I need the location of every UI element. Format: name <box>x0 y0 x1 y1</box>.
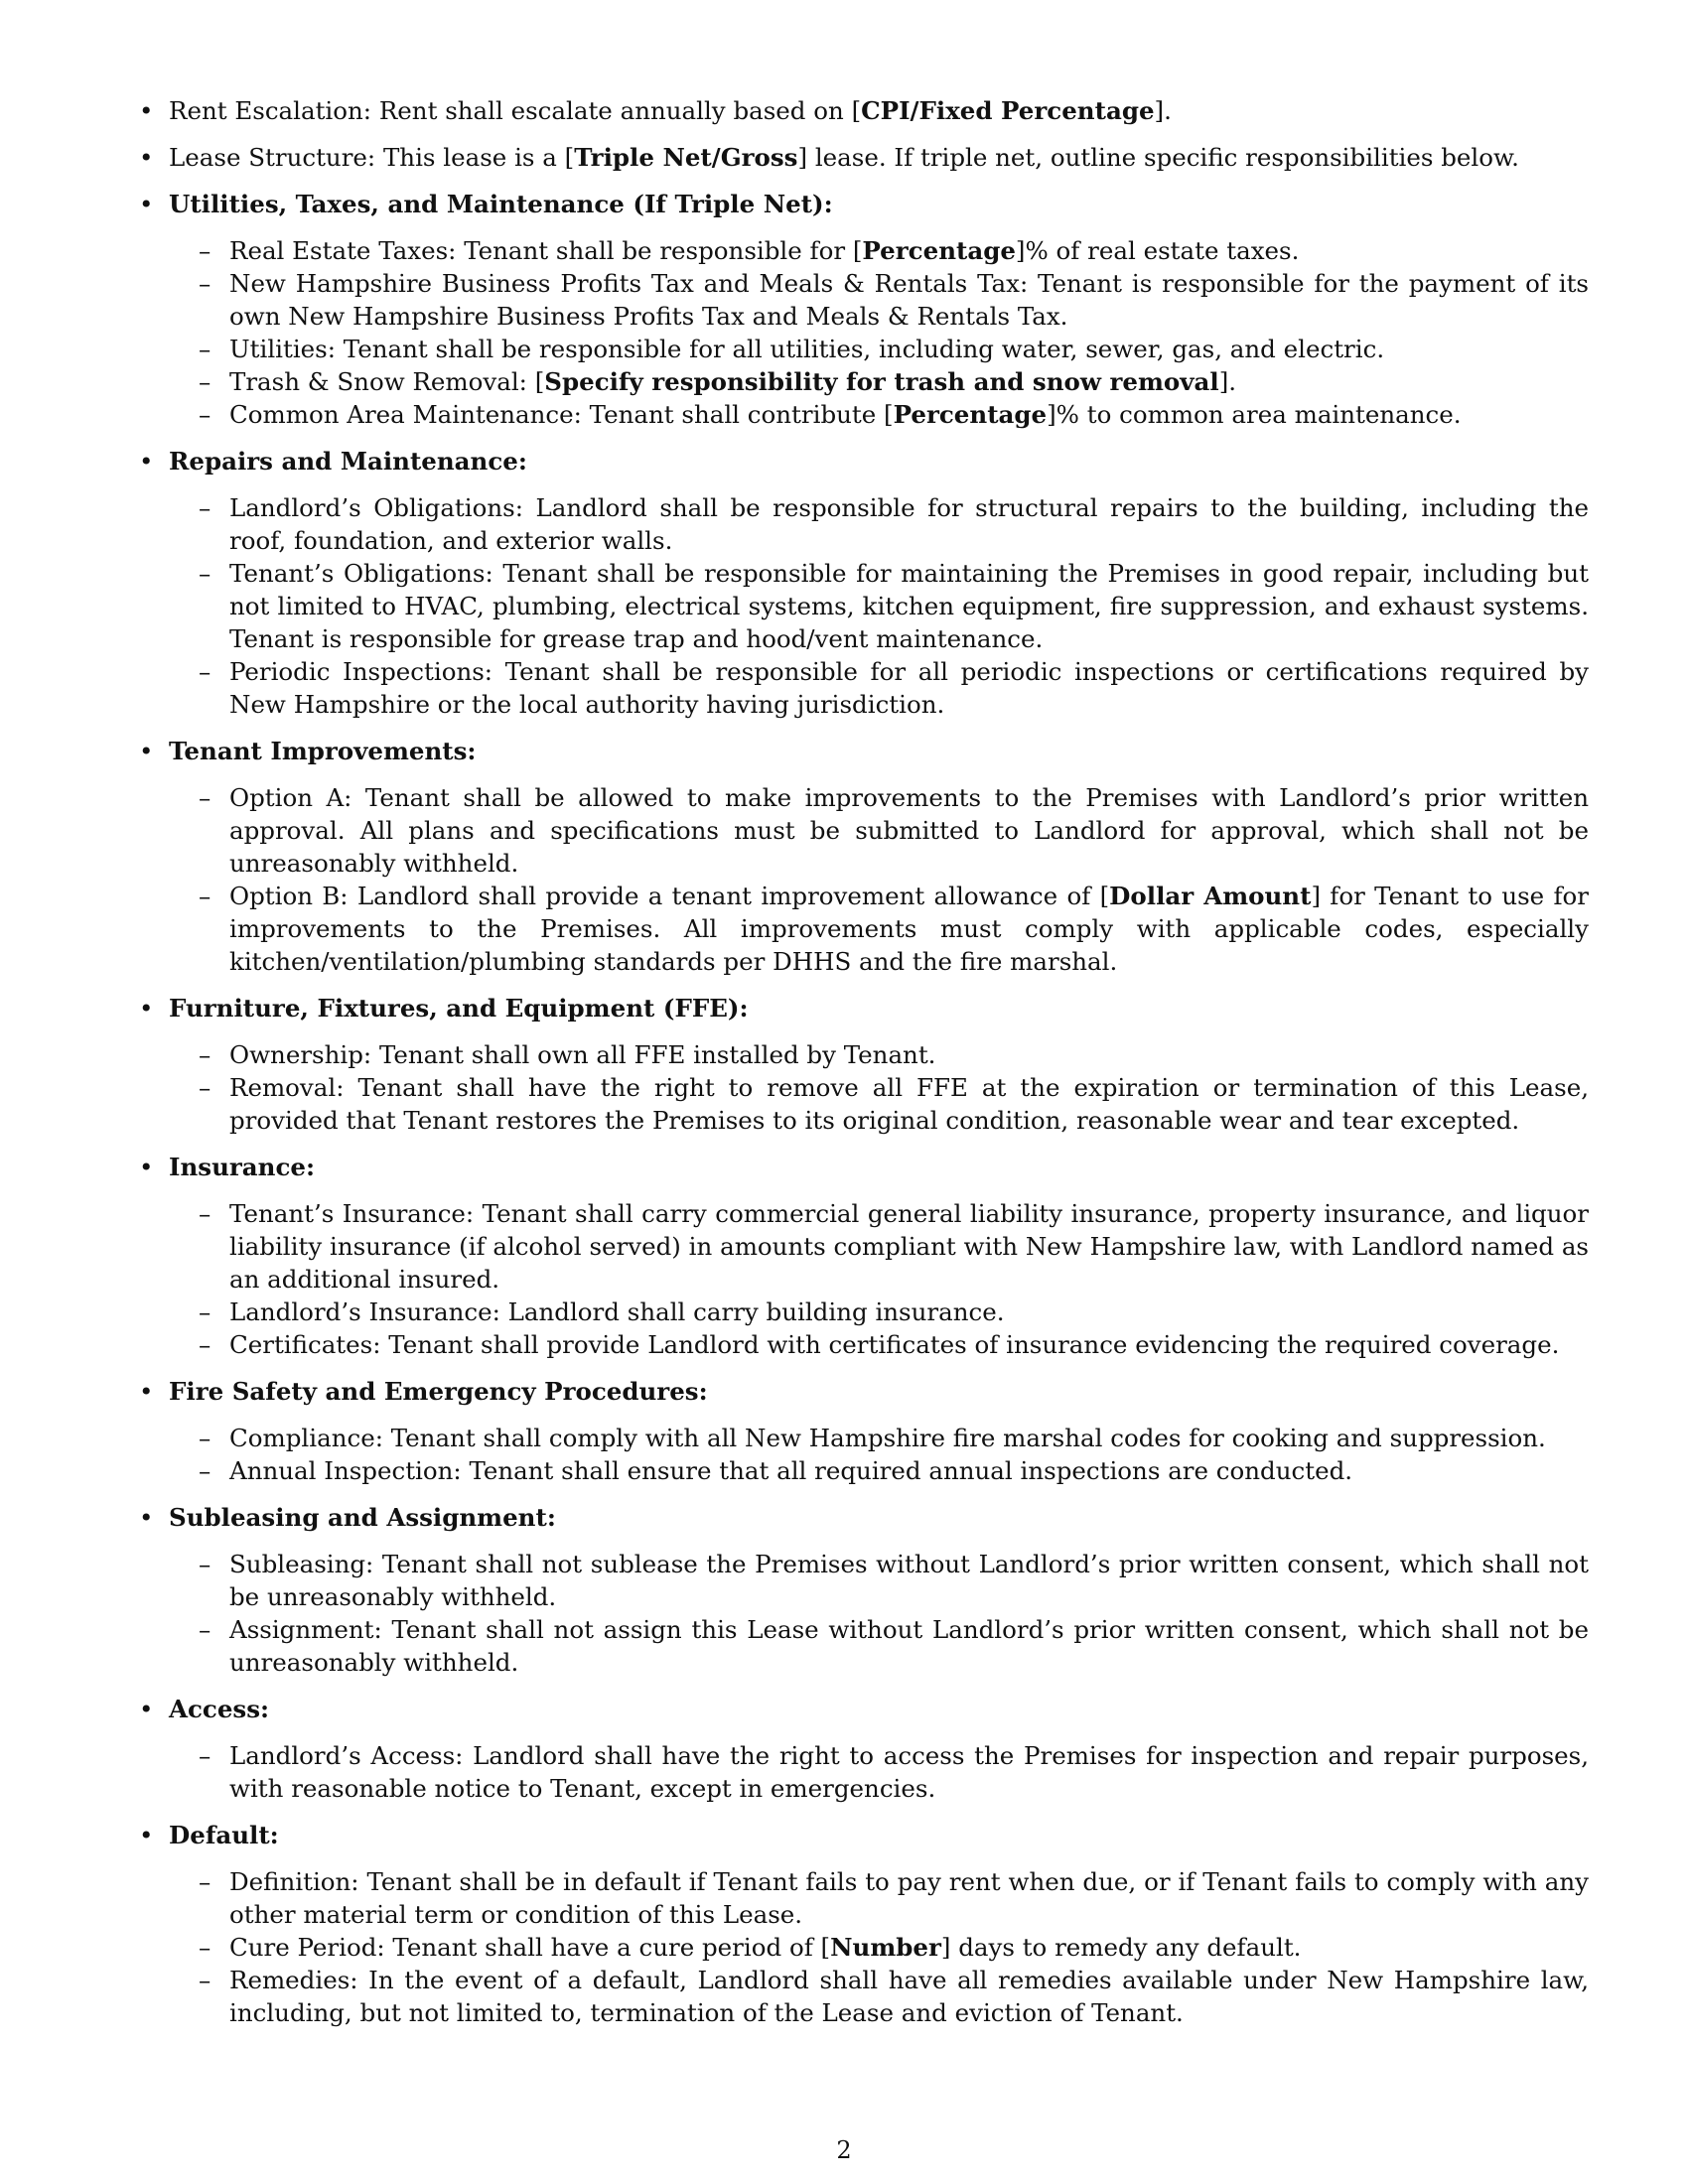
placeholder-dollar-amount: Dollar Amount <box>1109 882 1312 910</box>
subleasing-item: – Subleasing: Tenant shall not sublease the Premises without Landlord’s prior written consent, which shall not be unreasonably withheld. <box>169 1548 1589 1613</box>
periodic-inspections-item: – Periodic Inspections: Tenant shall be responsible for all periodic inspections or certifications required by New Hampshire or the local authority having jurisdiction. <box>169 655 1589 721</box>
placeholder-trash-snow: Specify responsibility for trash and snow removal <box>544 367 1219 396</box>
utilities-section <box>139 188 1589 431</box>
definition-item: – Definition: Tenant shall be in default if Tenant fails to pay rent when due, or if Tenant fails to comply with any other material term or condition of this Lease. <box>169 1865 1589 1931</box>
document-page <box>139 94 1589 2043</box>
certificates-item: – Certificates: Tenant shall provide Landlord with certificates of insurance evidencing the required coverage. <box>169 1328 1589 1361</box>
section-title-improvements: Tenant Improvements: <box>169 737 477 765</box>
placeholder-number: Number <box>830 1933 941 1962</box>
insurance-sublist <box>169 1197 1589 1361</box>
tenant-insurance-item: – Tenant’s Insurance: Tenant shall carry commercial general liability insurance, property insurance, and liquor liability insurance (if alcohol served) in amounts compliant with New Hampshire law, with Landlord named as an additional insured. <box>169 1197 1589 1296</box>
access-sublist <box>169 1739 1589 1805</box>
utilities-sublist <box>169 234 1589 431</box>
access-section <box>139 1693 1589 1805</box>
tenant-obligations-item: – Tenant’s Obligations: Tenant shall be responsible for maintaining the Premises in good repair, including but not limited to HVAC, plumbing, electrical systems, kitchen equipment, fire suppression, and exhaust systems. Tenant is responsible for grease trap and hood/vent maintenance. <box>169 557 1589 655</box>
real-estate-taxes-item: – Real Estate Taxes: Tenant shall be responsible for [Percentage]% of real estate taxes. <box>169 234 1589 267</box>
section-title-access: Access: <box>169 1695 270 1723</box>
placeholder-triple-net-gross: Triple Net/Gross <box>574 143 798 172</box>
ffe-section <box>139 992 1589 1137</box>
placeholder-cpi-fixed: CPI/Fixed Percentage <box>861 96 1155 125</box>
repairs-sublist <box>169 491 1589 721</box>
subleasing-section <box>139 1501 1589 1679</box>
section-title-utilities: Utilities, Taxes, and Maintenance (If Triple Net): <box>169 190 833 218</box>
subleasing-sublist <box>169 1548 1589 1679</box>
utilities-item: – Utilities: Tenant shall be responsible for all utilities, including water, sewer, gas, and electric. <box>169 333 1589 365</box>
section-title-ffe: Furniture, Fixtures, and Equipment (FFE): <box>169 994 749 1023</box>
cure-period-item: – Cure Period: Tenant shall have a cure period of [Number] days to remedy any default. <box>169 1931 1589 1964</box>
annual-inspection-item: – Annual Inspection: Tenant shall ensure that all required annual inspections are conducted. <box>169 1454 1589 1487</box>
removal-item: – Removal: Tenant shall have the right to remove all FFE at the expiration or termination of this Lease, provided that Tenant restores the Premises to its original condition, reasonable wear and tear excepted. <box>169 1071 1589 1137</box>
compliance-item: – Compliance: Tenant shall comply with all New Hampshire fire marshal codes for cooking and suppression. <box>169 1422 1589 1454</box>
landlord-access-item: – Landlord’s Access: Landlord shall have the right to access the Premises for inspection and repair purposes, with reasonable notice to Tenant, except in emergencies. <box>169 1739 1589 1805</box>
insurance-section <box>139 1151 1589 1361</box>
section-title-subleasing: Subleasing and Assignment: <box>169 1503 556 1532</box>
trash-snow-item: – Trash & Snow Removal: [Specify responsibility for trash and snow removal]. <box>169 365 1589 398</box>
option-b-item: – Option B: Landlord shall provide a tenant improvement allowance of [Dollar Amount] for Tenant to use for improvements to the Premises. All improvements must comply with applicable codes, especially kitchen/ventilation/plumbing standards per DHHS and the fire marshal. <box>169 880 1589 978</box>
ffe-sublist <box>169 1038 1589 1137</box>
default-section <box>139 1819 1589 2029</box>
placeholder-percentage: Percentage <box>862 236 1016 265</box>
placeholder-percentage: Percentage <box>893 400 1048 429</box>
repairs-section <box>139 445 1589 721</box>
remedies-item: – Remedies: In the event of a default, Landlord shall have all remedies available under New Hampshire law, including, but not limited to, termination of the Lease and eviction of Tenant. <box>169 1964 1589 2029</box>
cam-item: – Common Area Maintenance: Tenant shall contribute [Percentage]% to common area maintenance. <box>169 398 1589 431</box>
section-title-insurance: Insurance: <box>169 1153 316 1181</box>
clause-list <box>139 94 1589 2029</box>
nh-tax-item: – New Hampshire Business Profits Tax and Meals & Rentals Tax: Tenant is responsible for the payment of its own New Hampshire Business Profits Tax and Meals & Rentals Tax. <box>169 267 1589 333</box>
ownership-item: – Ownership: Tenant shall own all FFE installed by Tenant. <box>169 1038 1589 1071</box>
default-sublist <box>169 1865 1589 2029</box>
section-title-fire-safety: Fire Safety and Emergency Procedures: <box>169 1377 708 1406</box>
lease-structure-item: • Lease Structure: This lease is a [Triple Net/Gross] lease. If triple net, outline specific responsibilities below. <box>139 141 1589 174</box>
section-title-repairs: Repairs and Maintenance: <box>169 447 527 476</box>
option-a-item: – Option A: Tenant shall be allowed to make improvements to the Premises with Landlord’s prior written approval. All plans and specifications must be submitted to Landlord for approval, which shall not be unreasonably withheld. <box>169 781 1589 880</box>
assignment-item: – Assignment: Tenant shall not assign this Lease without Landlord’s prior written consent, which shall not be unreasonably withheld. <box>169 1613 1589 1679</box>
improvements-sublist <box>169 781 1589 978</box>
fire-safety-section <box>139 1375 1589 1487</box>
landlord-obligations-item: – Landlord’s Obligations: Landlord shall be responsible for structural repairs to the building, including the roof, foundation, and exterior walls. <box>169 491 1589 557</box>
page-number: 2 <box>836 2136 852 2164</box>
improvements-section <box>139 735 1589 978</box>
fire-safety-sublist <box>169 1422 1589 1487</box>
rent-escalation-item: • Rent Escalation: Rent shall escalate annually based on [CPI/Fixed Percentage]. <box>139 94 1589 127</box>
section-title-default: Default: <box>169 1821 279 1849</box>
landlord-insurance-item: – Landlord’s Insurance: Landlord shall carry building insurance. <box>169 1296 1589 1328</box>
